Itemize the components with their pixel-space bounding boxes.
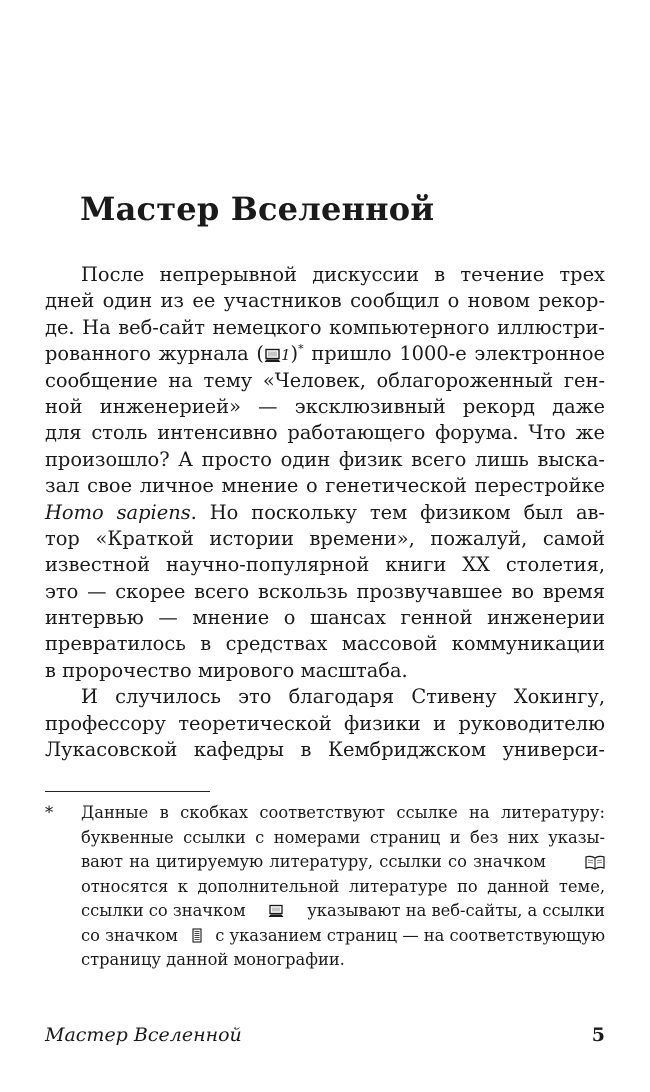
footnote-line — [81, 899, 605, 924]
italic-term: Homo sapiens — [45, 500, 191, 524]
text-span: . Но поскольку тем физиком был ав- — [190, 500, 605, 524]
body-line: зал свое личное мнение о генетической перестройке — [45, 474, 605, 498]
text-span: с указанием страниц — на соответствующую — [215, 925, 605, 945]
running-title: Мастер Вселенной — [45, 1024, 242, 1046]
body-line: известной научно-популярной книги XX столетия, — [45, 553, 605, 577]
text-span: вают на цитируемую литературу, ссылки со значком — [81, 852, 546, 871]
reference-number: 1 — [280, 346, 291, 365]
text-span: пришло 1000-е электронное — [303, 342, 606, 366]
footnote-divider — [45, 791, 210, 792]
computer-icon — [268, 904, 284, 918]
computer-icon — [264, 348, 281, 363]
page-icon — [192, 928, 202, 943]
body-line: интервью — мнение о шансах генной инженерии — [45, 606, 605, 630]
body-line: тор «Краткой истории времени», пожалуй, самой — [45, 526, 605, 550]
body-line: Лукасовской кафедры в Кембриджском универси- — [45, 738, 605, 762]
book-icon — [585, 855, 605, 870]
body-line: де. На веб-сайт немецкого компьютерного иллюстри- — [45, 315, 605, 339]
body-line: дней один из ее участников сообщил о новом рекор- — [45, 289, 605, 313]
body-line: ной инженерией» — эксклюзивный рекорд даже — [45, 394, 605, 418]
footnote-line: Данные в скобках соответствуют ссылке на литературу: — [81, 803, 605, 822]
text-span: со значком — [81, 925, 178, 945]
body-line: профессору теоретической физики и руководителю — [45, 711, 605, 735]
body-line — [45, 500, 605, 526]
text-span: ) — [290, 342, 299, 366]
text-span: указывают на веб-сайты, а ссылки — [307, 901, 605, 920]
footnote-line: относятся к дополнительной литературе по данной теме, — [81, 876, 605, 896]
footnote-line — [81, 850, 605, 875]
body-line: это — скорее всего вскользь прозвучавшее во время — [45, 579, 605, 603]
chapter-title: Мастер Вселенной — [80, 190, 435, 228]
body-line: сообщение на тему «Человек, облагороженный ген- — [45, 368, 605, 392]
body-line: в пророчество мирового масштаба. — [45, 658, 408, 682]
footnote-line — [81, 924, 605, 949]
footnote-body — [81, 801, 605, 973]
body-line: произошло? А просто один физик всего лишь выска- — [45, 447, 605, 471]
footnote-line: буквенные ссылки с номерами страниц и без них указы- — [81, 827, 605, 847]
body-line: После непрерывной дискуссии в течение трех — [81, 263, 605, 286]
body-line — [45, 341, 605, 367]
footnote-line: страницу данной монографии. — [81, 950, 345, 969]
body-line: для столь интенсивно работающего форума. Что же — [45, 421, 605, 445]
body-line: И случилось это благодаря Стивену Хокингу, — [81, 685, 605, 709]
text-span: рованного журнала ( — [45, 342, 264, 366]
text-span: ссылки со значком — [81, 901, 246, 920]
footnote-marker[interactable]: * — [298, 342, 304, 356]
body-text — [45, 262, 605, 763]
body-line: превратилось в средствах массовой коммуникации — [45, 632, 605, 656]
page-number: 5 — [591, 1024, 605, 1046]
footnote-star: * — [45, 803, 54, 822]
